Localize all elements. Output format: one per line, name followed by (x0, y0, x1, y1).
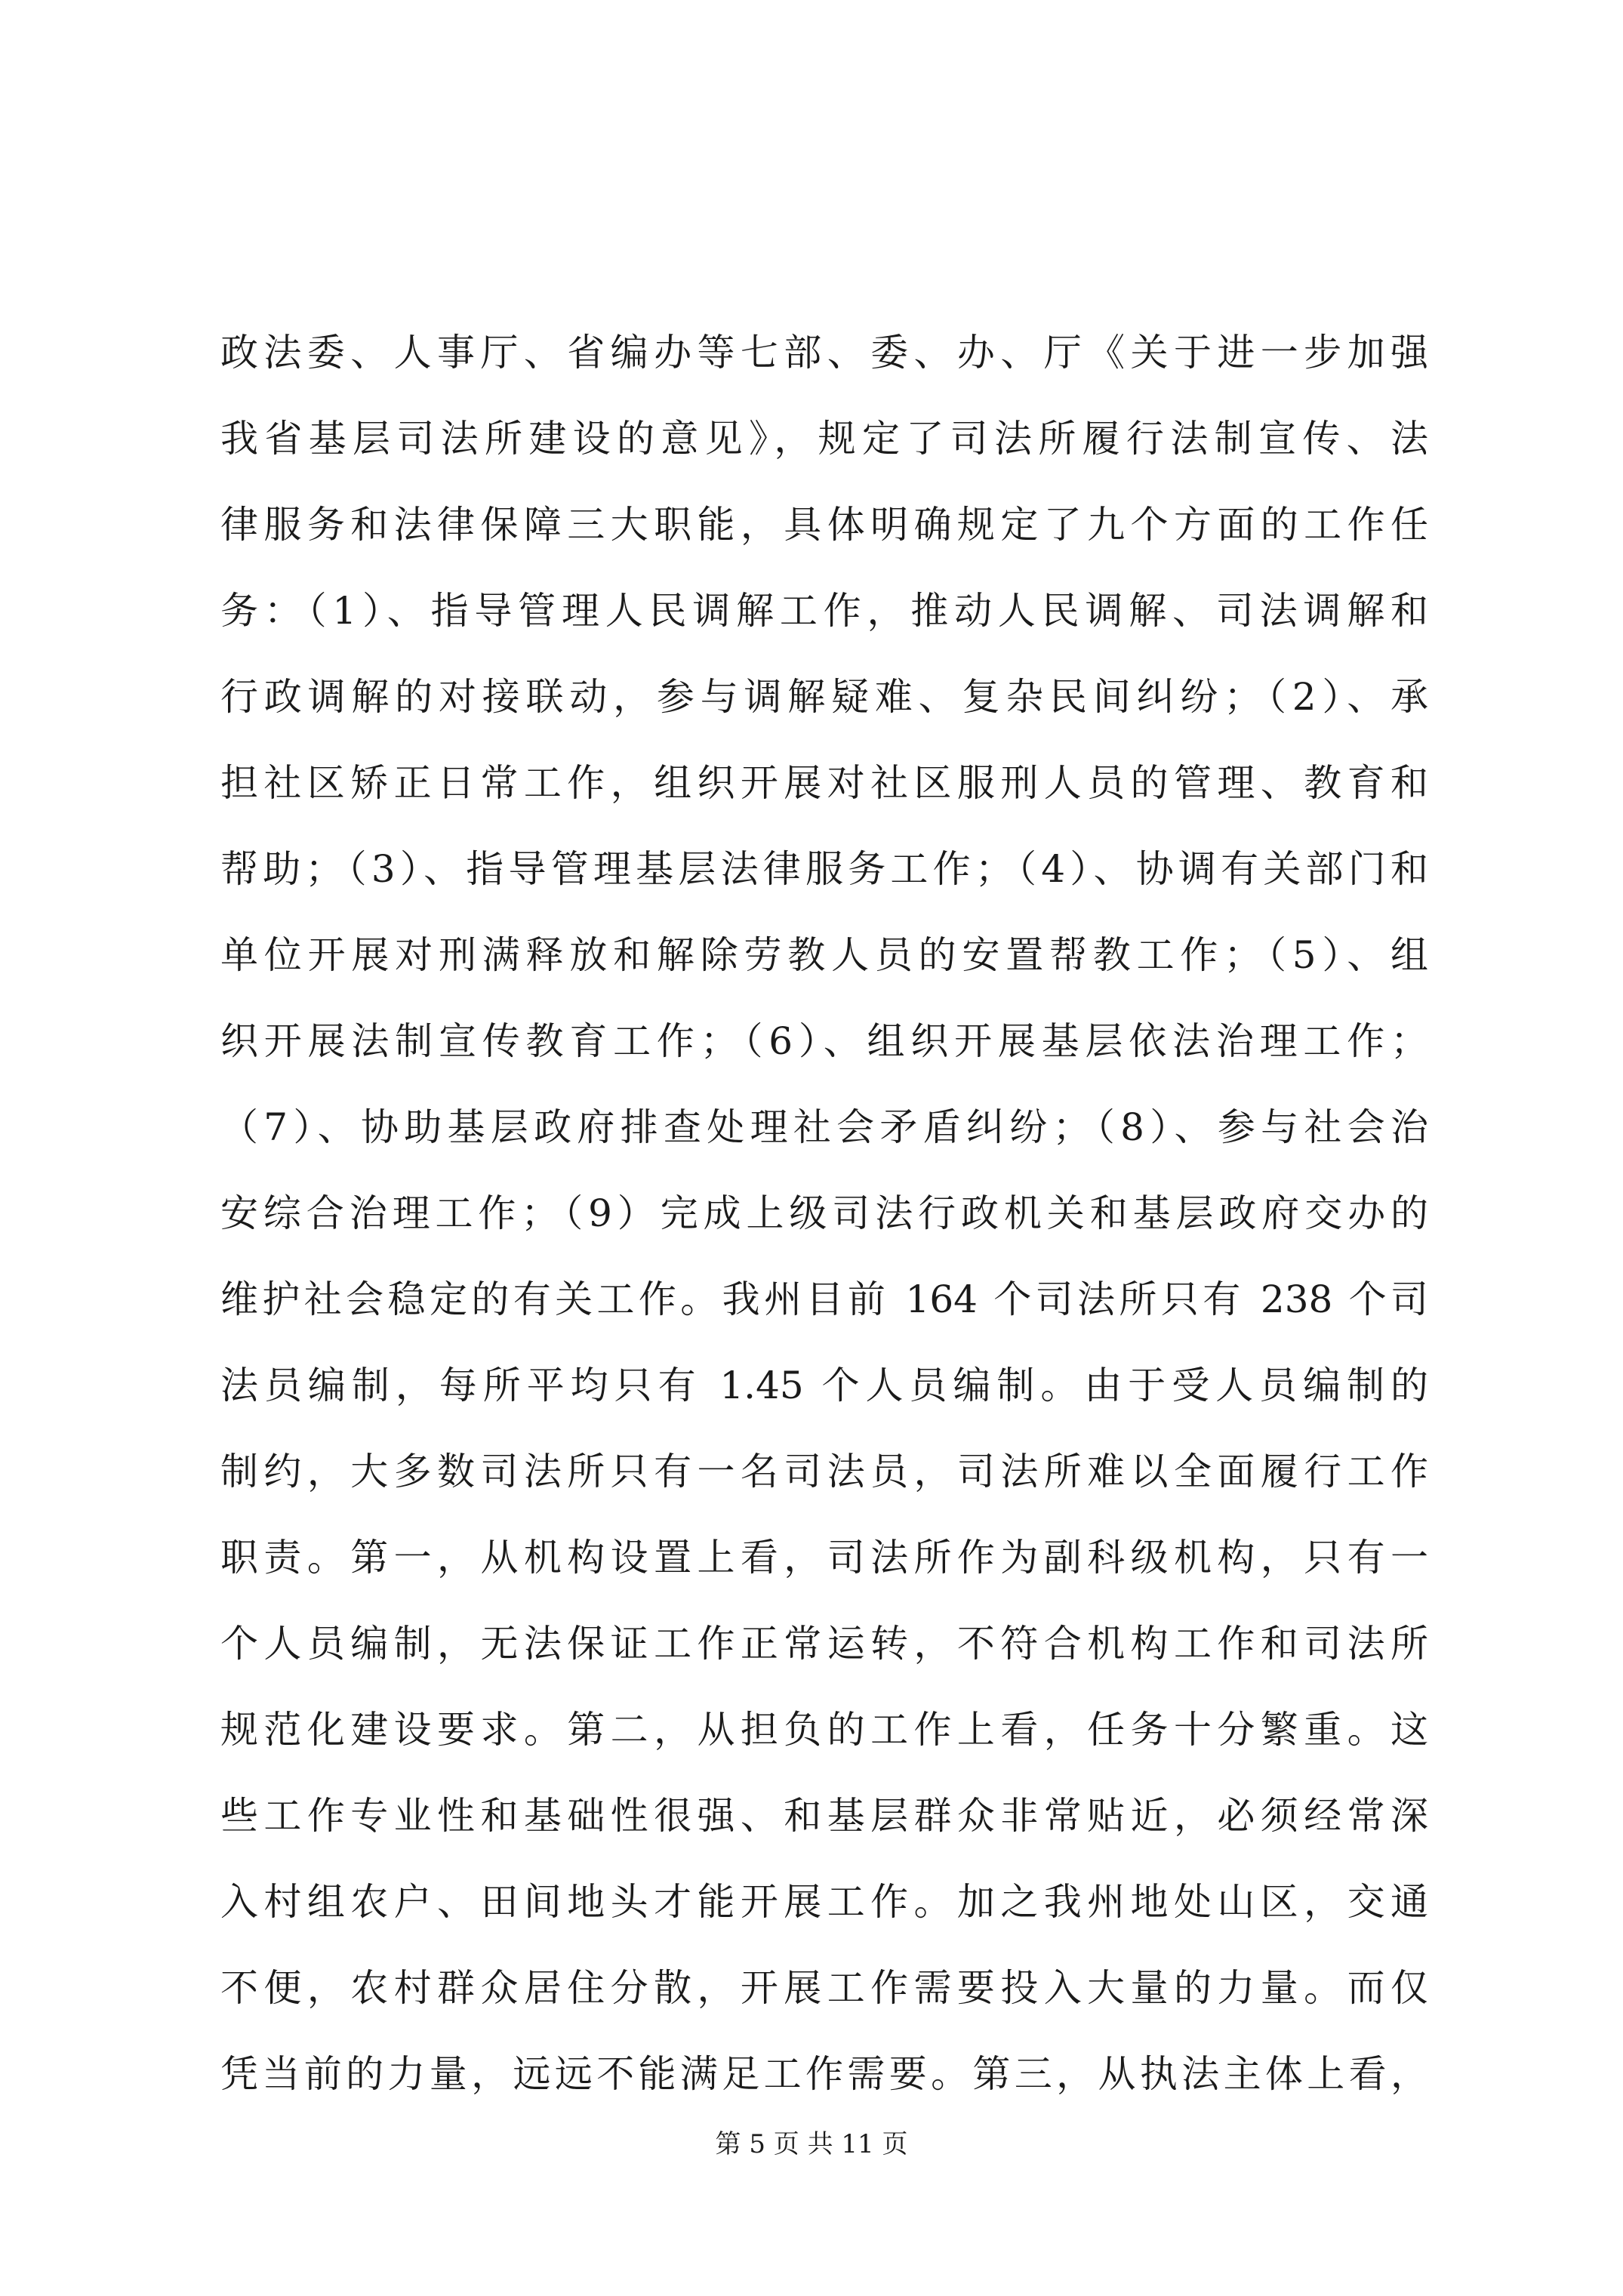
text-line: 维护社会稳定的有关工作。我州目前 164 个司法所只有 238 个司 (220, 1277, 1428, 1321)
text-line: 务：（1）、指导管理人民调解工作，推动人民调解、司法调解和 (220, 589, 1428, 633)
text-line: 安综合治理工作；（9）完成上级司法行政机关和基层政府交办的 (220, 1191, 1428, 1235)
text-line: 法员编制，每所平均只有 1.45 个人员编制。由于受人员编制的 (220, 1364, 1428, 1407)
text-line: 入村组农户、田间地头才能开展工作。加之我州地处山区，交通 (220, 1880, 1428, 1924)
text-line: 政法委、人事厅、省编办等七部、委、办、厅《关于进一步加强 (220, 331, 1428, 374)
text-line: 帮助；（3）、指导管理基层法律服务工作；（4）、协调有关部门和 (220, 847, 1428, 891)
text-line: 单位开展对刑满释放和解除劳教人员的安置帮教工作；（5）、组 (220, 933, 1428, 977)
text-line: 职责。第一，从机构设置上看，司法所作为副科级机构，只有一 (220, 1536, 1428, 1579)
text-line: 织开展法制宣传教育工作；（6）、组织开展基层依法治理工作； (220, 1019, 1428, 1063)
text-line: 制约，大多数司法所只有一名司法员，司法所难以全面履行工作 (220, 1450, 1428, 1493)
text-line: 些工作专业性和基础性很强、和基层群众非常贴近，必须经常深 (220, 1794, 1428, 1838)
page-number-footer: 第 5 页 共 11 页 (715, 2129, 908, 2159)
body-text (220, 310, 1428, 2117)
text-line: 不便，农村群众居住分散，开展工作需要投入大量的力量。而仅 (220, 1966, 1428, 2010)
text-line: 行政调解的对接联动，参与调解疑难、复杂民间纠纷；（2）、承 (220, 675, 1428, 719)
text-line: （7）、协助基层政府排查处理社会矛盾纠纷；（8）、参与社会治 (220, 1105, 1428, 1149)
text-line: 律服务和法律保障三大职能，具体明确规定了九个方面的工作任 (220, 503, 1428, 547)
text-line: 个人员编制，无法保证工作正常运转，不符合机构工作和司法所 (220, 1622, 1428, 1666)
text-line: 我省基层司法所建设的意见》，规定了司法所履行法制宣传、法 (220, 417, 1428, 461)
text-line: 规范化建设要求。第二，从担负的工作上看，任务十分繁重。这 (220, 1708, 1428, 1752)
text-line: 凭当前的力量，远远不能满足工作需要。第三，从执法主体上看， (220, 2052, 1428, 2096)
text-line: 担社区矫正日常工作，组织开展对社区服刑人员的管理、教育和 (220, 761, 1428, 805)
